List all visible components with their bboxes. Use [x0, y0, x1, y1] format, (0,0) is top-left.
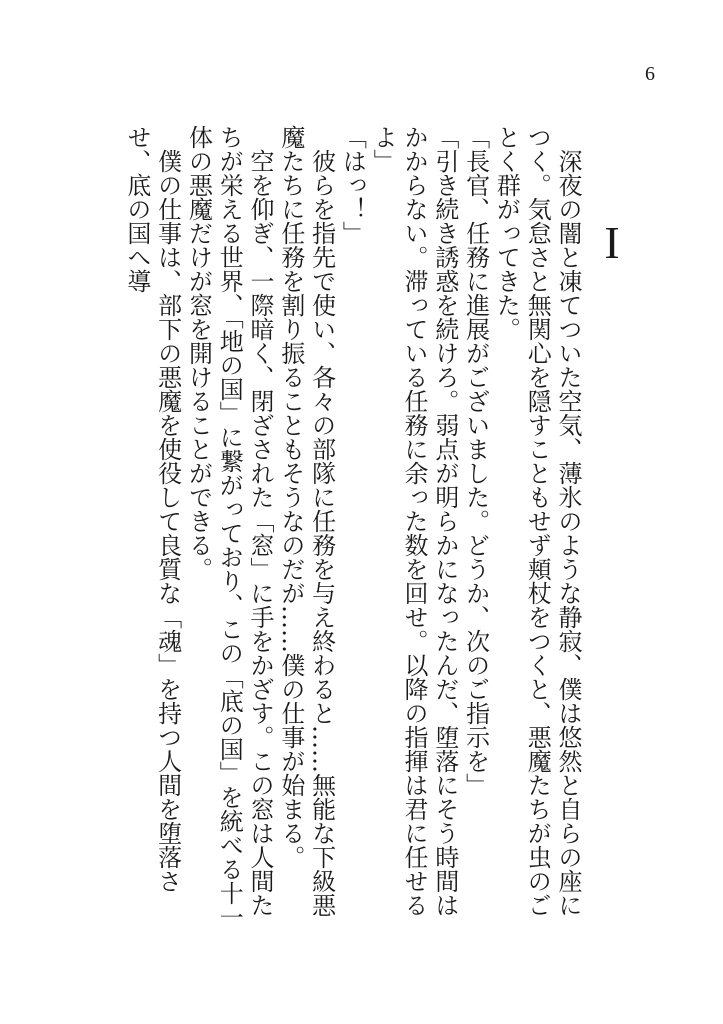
- paragraph: 深夜の闇と凍てついた空気、薄氷のような静寂、僕は悠然と自らの座につく。気怠さと無関心を隠すこともせず頬杖をつくと、悪魔たちが虫のごとく群がってきた。: [492, 125, 582, 917]
- paragraph: 空を仰ぎ、一際暗く、閉ざされた「窓」に手をかざす。この窓は人間たちが栄える世界、「地の国」に繋がっており、この「底の国」を統べる十一体の悪魔だけが窓を開けることができる。: [184, 125, 275, 929]
- body-text: [121, 125, 583, 940]
- page-number: 6: [645, 63, 655, 85]
- paragraph: 僕の仕事は、部下の悪魔を使役して良質な「魂」を持つ人間を堕落させ、底の国へ導: [122, 125, 182, 893]
- paragraph: 彼らを指先で使い、各々の部隊に任務を与え終わると……無能な下級悪魔たちに任務を割り振ることもそうなのだが……僕の仕事が始まる。: [276, 125, 336, 917]
- dialogue-line: 「引き続き誘惑を続けろ。弱点が明らかになったんだ、堕落にそう時間はかからない。滞っている任務に余った数を回せ。以降の指揮は君に任せるよ」: [369, 125, 459, 917]
- chapter-numeral: I: [604, 217, 620, 268]
- dialogue-line: 「はっ！」: [338, 125, 367, 245]
- dialogue-line: 「長官、任務に進展がございました。どうか、次のご指示を」: [461, 125, 490, 797]
